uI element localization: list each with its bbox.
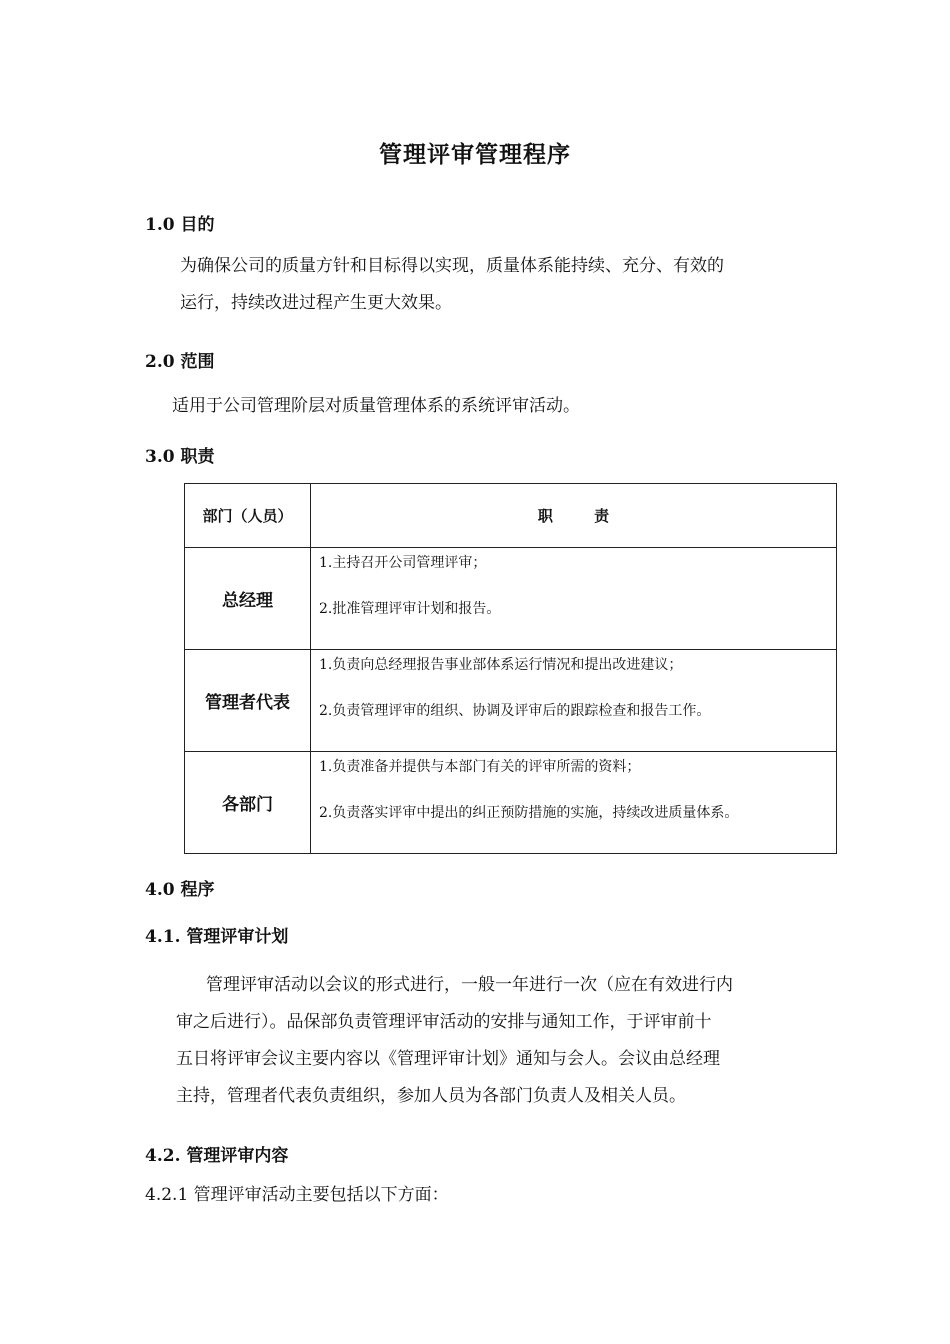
subsection-heading-content: 4.2. 管理评审内容 [145,1146,289,1166]
section-heading-responsibility: 3.0 职责 [145,447,215,467]
header-department: 部门（人员） [185,484,311,548]
plan-line-4: 主持，管理者代表负责组织，参加人员为各部门负责人及相关人员。 [176,1086,686,1106]
dept-cell: 各部门 [185,752,311,854]
plan-line-1: 管理评审活动以会议的形式进行，一般一年进行一次（应在有效进行内 [206,975,733,995]
duty-item: 2.负责管理评审的组织、协调及评审后的跟踪检查和报告工作。 [319,703,711,719]
plan-line-2: 审之后进行）。品保部负责管理评审活动的安排与通知工作，于评审前十 [176,1012,712,1032]
duty-item: 1.负责准备并提供与本部门有关的评审所需的资料； [319,759,641,775]
duty-cell [311,548,837,650]
table-row [185,548,837,650]
section-heading-purpose: 1.0 目的 [145,215,215,235]
table-row [185,650,837,752]
responsibility-table [184,483,837,854]
header-duties: 职 责 [311,484,837,548]
duty-cell [311,650,837,752]
duty-item: 1.主持召开公司管理评审； [319,555,487,571]
section-heading-procedure: 4.0 程序 [145,880,215,900]
dept-cell: 总经理 [185,548,311,650]
content-item-4-2-1: 4.2.1 管理评审活动主要包括以下方面： [145,1185,449,1205]
table-row [185,752,837,854]
section-heading-scope: 2.0 范围 [145,352,215,372]
duty-item: 2.负责落实评审中提出的纠正预防措施的实施，持续改进质量体系。 [319,805,739,821]
purpose-line-2: 运行，持续改进过程产生更大效果。 [180,293,452,313]
scope-text: 适用于公司管理阶层对质量管理体系的系统评审活动。 [172,396,580,416]
dept-cell: 管理者代表 [185,650,311,752]
subsection-heading-plan: 4.1. 管理评审计划 [145,927,289,947]
duty-item: 1.负责向总经理报告事业部体系运行情况和提出改进建议； [319,657,683,673]
duty-cell [311,752,837,854]
purpose-line-1: 为确保公司的质量方针和目标得以实现，质量体系能持续、充分、有效的 [180,256,724,276]
table-header-row [185,484,837,548]
duty-item: 2.批准管理评审计划和报告。 [319,601,501,617]
document-title: 管理评审管理程序 [379,141,571,168]
plan-line-3: 五日将评审会议主要内容以《管理评审计划》通知与会人。会议由总经理 [176,1049,720,1069]
